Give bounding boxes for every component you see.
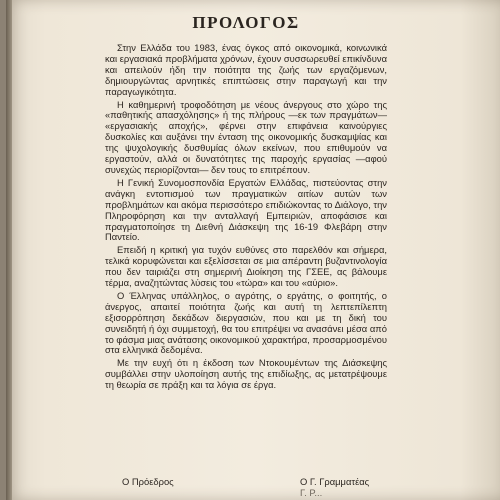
signature-president-label: Ο Πρόεδρος <box>122 476 174 487</box>
signature-secretary-label: Ο Γ. Γραμματέας <box>300 476 370 487</box>
paragraph-4: Επειδή η κριτική για τυχόν ευθύνες στο παρελθόν και σήμερα, τελικά κορυφώνεται και εξελίσσεται σε μια απέραντη βυζαντινολογία που δεν ταιριάζει στη σημερινή Διοίκηση της ΓΣΕΕ, ας βάλουμε τέρμα, αναζητώντας λύσεις του «τώρα» και του «αύριο». <box>105 244 387 289</box>
page-title: ΠΡΟΛΟΓΟΣ <box>192 13 300 32</box>
paragraph-2: Η καθημερινή τροφοδότηση με νέους άνεργους στο χώρο της «παθητικής απασχόλησης» ή της πλήρους —εκ των πραγμάτων— «εργασιακής αποχής», φέρνει στην επιφάνεια καινούργιες δυσκολίες και αυξάνει την ένταση της οικονομικής δυσκαμψίας και της ψυχολογικής δυσθυμίας όλων εκείνων, που επιθυμούν να εργαστούν, αλλά οι δυνατότητες της παροχής εργασίας —αφού συνεχώς περιορίζονται— δεν τους το επιτρέπουν. <box>105 98 387 175</box>
signature-president <box>122 476 174 487</box>
paragraph-1: Στην Ελλάδα του 1983, ένας όγκος από οικονομικά, κοινωνικά και εργασιακά προβλήματα χρόνων, έχουν συσσωρευθεί επικίνδυνα και απειλούν ήδη την ποιότητα της ζωής των εργαζόμενων, δημιουργώντας αρνητικές επιπτώσεις στην παραγωγή και την παραγωγικότητα. <box>105 42 387 97</box>
preface-text-column <box>105 8 387 393</box>
paragraph-3: Η Γενική Συνομοσπονδία Εργατών Ελλάδας, πιστεύοντας στην ανάγκη εντοπισμού των πραγματικών αιτίων αυτών των προβλημάτων και ακόμα περισσότερο επιδιώκοντας το Διάλογο, την Πληροφόρηση και την ανταλλαγή Εμπειριών, αποφάσισε και πραγματοποίησε τη Διεθνή Διάσκεψη της 16-19 Φλεβάρη στην Παντείο. <box>105 176 387 243</box>
signature-general-secretary <box>300 476 369 498</box>
paragraph-6: Με την ευχή ότι η έκδοση των Ντοκουμέντων της Διάσκεψης συμβάλλει στην υλοποίηση αυτής της επιδίωξης, ας μετατρέψουμε τη θεωρία σε πράξη και τα λόγια σε έργα. <box>105 357 387 391</box>
paragraph-5: Ο Έλληνας υπάλληλος, ο αγρότης, ο εργάτης, ο φοιτητής, ο άνεργος, απαιτεί ποιότητα ζωής και αυτή τη λεπτεπίλεπτη εξισορρόπηση δεκάδων διεργασιών, που και με τη δική του συνειδητή ή όχι συμμετοχή, θα του επιτρέψει να ανασάνει μέσα από το φάσμα μιας ανάτασης οικονομικού χαρακτήρα, προσαρμοσμένου στα ελληνικά δεδομένα. <box>105 289 387 356</box>
page-spine-shadow <box>6 0 12 500</box>
signature-secretary-name: Γ. Ρ... <box>300 487 323 498</box>
